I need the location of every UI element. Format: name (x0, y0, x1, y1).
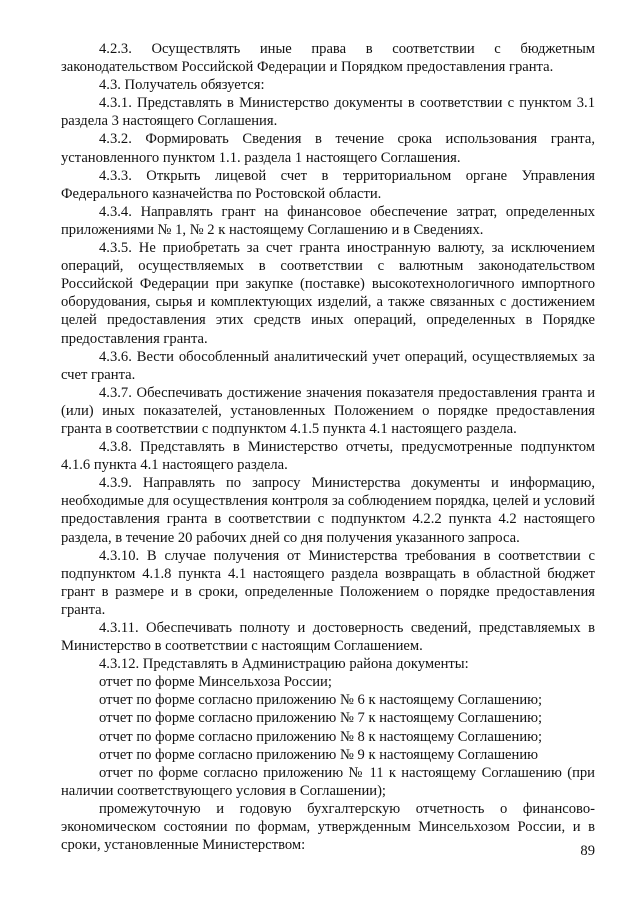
report-item-appendix-7: отчет по форме согласно приложению № 7 к настоящему Соглашению; (99, 710, 543, 727)
paragraph-4-3-4: 4.3.4. Направлять грант на финансовое обеспечение затрат, определенных приложениями № 1, № 2 к настоящему Соглашению и в Сведениях. (61, 203, 595, 238)
paragraph-4-3-3: 4.3.3. Открыть лицевой счет в территориальном органе Управления Федерального казначейства по Ростовской области. (61, 167, 595, 202)
page-number: 89 (580, 843, 595, 859)
report-item-appendix-9: отчет по форме согласно приложению № 9 к настоящему Соглашению (99, 746, 539, 763)
paragraph-4-3-5: 4.3.5. Не приобретать за счет гранта иностранную валюту, за исключением операций, осуществляемых в соответствии с валютным законодательством Российской Федерации при закупке (поставке) высокотехнологичного импортного оборудования, сырья и комплектующих изделий, а также связанных с достижением целей предоставления этих средств иных операций, определенных в Порядке предоставления гранта. (61, 240, 595, 347)
paragraph-4-3-10: 4.3.10. В случае получения от Министерства требования в соответствии с подпунктом 4.1.8 пункта 4.1 настоящего раздела возвращать в областной бюджет грант в размере и в сроки, определенные Положением о порядке предоставления гранта. (61, 547, 595, 618)
report-item-minselkhoz: отчет по форме Минсельхоза России; (99, 674, 332, 691)
paragraph-4-3-2: 4.3.2. Формировать Сведения в течение срока использования гранта, установленного пунктом 1.1. раздела 1 настоящего Соглашения. (61, 131, 595, 166)
paragraph-4-3: 4.3. Получатель обязуется: (99, 77, 265, 94)
report-item-appendix-8: отчет по форме согласно приложению № 8 к настоящему Соглашению; (99, 728, 543, 745)
report-item-appendix-11: отчет по форме согласно приложению № 11 к настоящему Соглашению (при наличии соответствующего условия в Соглашении); (61, 764, 595, 799)
report-item-appendix-6: отчет по форме согласно приложению № 6 к настоящему Соглашению; (99, 692, 543, 709)
document-body (61, 40, 595, 854)
paragraph-4-3-7: 4.3.7. Обеспечивать достижение значения показателя предоставления гранта и (или) иных показателей, установленных Положением о порядке предоставления гранта в соответствии с подпунктом 4.1.5 пункта 4.1 настоящего раздела. (61, 384, 595, 437)
paragraph-4-3-9: 4.3.9. Направлять по запросу Министерства документы и информацию, необходимые для осуществления контроля за соблюдением порядка, целей и условий предоставления гранта в соответствии с подпунктом 4.2.2 пункта 4.2 настоящего раздела, в течение 20 рабочих дней со дня получения указанного запроса. (61, 475, 595, 546)
paragraph-4-3-6: 4.3.6. Вести обособленный аналитический учет операций, осуществляемых за счет гранта. (61, 348, 595, 383)
paragraph-4-3-1: 4.3.1. Представлять в Министерство документы в соответствии с пунктом 3.1 раздела 3 настоящего Соглашения. (61, 95, 595, 130)
paragraph-4-3-11: 4.3.11. Обеспечивать полноту и достоверность сведений, представляемых в Министерство в соответствии с настоящим Соглашением. (61, 620, 595, 655)
report-item-accounting: промежуточную и годовую бухгалтерскую отчетность о финансово-экономическом состоянии по формам, утвержденным Минсельхозом России, и в сроки, установленные Министерством: (61, 800, 595, 854)
paragraph-4-3-8: 4.3.8. Представлять в Министерство отчеты, предусмотренные подпунктом 4.1.6 пункта 4.1 настоящего раздела. (61, 439, 595, 474)
paragraph-4-3-12: 4.3.12. Представлять в Администрацию района документы: (99, 656, 469, 673)
paragraph-4-2-3: 4.2.3. Осуществлять иные права в соответствии с бюджетным законодательством Российской Федерации и Порядком предоставления гранта. (61, 41, 595, 76)
